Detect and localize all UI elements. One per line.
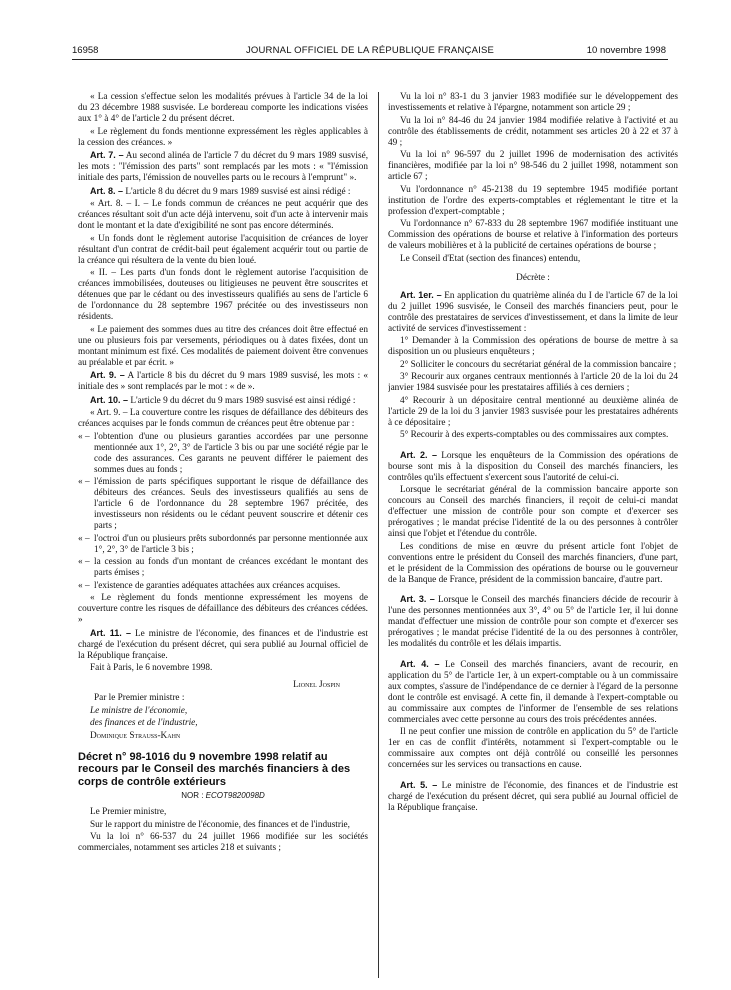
journal-title: JOURNAL OFFICIEL DE LA RÉPUBLIQUE FRANÇAISE	[245, 45, 495, 56]
issue-date: 10 novembre 1998	[586, 45, 666, 56]
article-2	[388, 450, 678, 484]
left-column	[78, 92, 368, 982]
article-label: Art. 9. –	[90, 370, 125, 380]
page-header	[72, 44, 668, 60]
paragraph: Sur le rapport du ministre de l'économie, des finances et de l'industrie,	[90, 819, 350, 830]
paragraph: « Un fonds dont le règlement autorise l'acquisition de créances de loyer résultant d'un contrat de crédit-bail peut également acquérir tout ou partie de la créance qui résultera de la vente du bien loué.	[78, 233, 368, 266]
paragraph: Vu la loi n° 84-46 du 24 janvier 1984 modifiée relative à l'activité et au contrôle des établissements de crédit, notamment ses articles 20 à 22 et 37 à 49 ;	[388, 115, 678, 148]
paragraph: « II. – Les parts d'un fonds dont le règlement autorise l'acquisition de créances immobilisées, douteuses ou litigieuses ne peuvent être souscrites et détenues que par le cédant ou des investisseurs qualifiés au sens de l'article 6 de l'ordonnance du 28 septembre 1967 précitée ou des investisseurs non résidents.	[78, 268, 368, 322]
article-3	[388, 594, 678, 650]
minister-name: Dominique Strauss-Kahn	[90, 730, 181, 741]
paragraph: Vu la loi n° 66-537 du 24 juillet 1966 modifiée sur les sociétés commerciales, notamment ses articles 218 et suivants ;	[78, 832, 368, 853]
article-7	[78, 150, 368, 184]
nor-reference	[78, 790, 368, 801]
signature-label: Par le Premier ministre :	[94, 693, 185, 703]
minister-title: Le ministre de l'économie,	[90, 705, 188, 716]
article-4	[388, 659, 678, 726]
paragraph: « Le règlement du fonds mentionne expressément les règles applicables à la cession des créances. »	[78, 126, 368, 148]
decree-title: Décret n° 98-1016 du 9 novembre 1998 relatif au recours par le Conseil des marchés financiers à des corps de contrôle extérieurs	[78, 750, 351, 788]
paragraph: « Art. 9. – La couverture contre les risques de défaillance des débiteurs des créances acquises par le fonds commun de créances peut être obtenue par :	[78, 408, 368, 429]
article-text: En application du quatrième alinéa du I de l'article 67 de la loi du 2 juillet 1996 susvisée, le Conseil des marchés financiers peut, pour le contrôle des prestataires de services d'investissement, et dans la limite de leur activité de services d'investissement :	[388, 290, 678, 334]
paragraph: Lorsque le secrétariat général de la commission bancaire apporte son concours au Conseil des marchés financiers, il reçoit de celui-ci mandat d'effectuer une mission de contrôle pour son compte et d'exercer ses prérogatives ; le mandat précise l'identité de la ou des personnes à contrôler ainsi que l'objet et l'étendue du contrôle.	[388, 485, 678, 539]
minister-title: des finances et de l'industrie,	[90, 718, 198, 728]
article-text: Lorsque le Conseil des marchés financiers décide de recourir à l'une des personnes mentionnées aux 3°, 4° ou 5° de l'article 1er, il lui donne mandat d'effectuer une mission de contrôle pour son compte et d'exercer ses prérogatives ; le mandat précise l'identité de la ou des personnes à contrôler, les modalités du contrôle et les délais impartis.	[388, 595, 678, 649]
article-label: Art. 2. –	[400, 449, 437, 460]
article-10	[78, 395, 368, 407]
article-label: Art. 8. –	[90, 185, 124, 196]
list-item: 1° Demander à la Commission des opérations de bourse de mettre à sa disposition un ou plusieurs enquêteurs ;	[388, 336, 678, 357]
paragraph: Vu l'ordonnance n° 67-833 du 28 septembre 1967 modifiée instituant une Commission des opérations de bourse et relative à l'information des porteurs de valeurs mobilières et à la publicité de certaines opérations de bourse ;	[388, 219, 678, 251]
article-label: Art. 10. –	[90, 394, 129, 405]
paragraph: Vu la loi n° 96-597 du 2 juillet 1996 de modernisation des activités financières, modifiée par la loi n° 98-546 du 2 juillet 1998, notamment son article 67 ;	[388, 150, 678, 182]
article-label: Art. 3. –	[400, 594, 435, 604]
nor-label: NOR :	[181, 791, 204, 800]
decrete-heading: Décrète :	[516, 272, 550, 283]
article-9	[78, 370, 368, 393]
right-column	[388, 92, 678, 982]
paragraph: « Art. 8. – I. – Le fonds commun de créances ne peut acquérir que des créances résultant soit d'un acte déjà intervenu, soit d'un acte à intervenir mais dont le montant et la date d'exigibilité ne sont pas encore déterminés.	[78, 199, 368, 231]
signatory: Lionel Jospin	[293, 680, 340, 690]
article-label: Art. 4. –	[400, 658, 440, 669]
paragraph: Vu l'ordonnance n° 45-2138 du 19 septembre 1945 modifiée portant institution de l'ordre des experts-comptables et réglementant le titre et la profession d'expert-comptable ;	[388, 184, 678, 217]
signature-date: Fait à Paris, le 6 novembre 1998.	[90, 663, 213, 673]
list-item: 3° Recourir aux organes centraux mentionnés à l'article 20 de la loi du 24 janvier 1984 susvisée pour les prestataires affiliés à ces derniers ;	[388, 372, 678, 393]
paragraph: Le Conseil d'Etat (section des finances) entendu,	[400, 253, 581, 264]
article-label: Art. 5. –	[400, 779, 438, 790]
paragraph: Il ne peut confier une mission de contrôle en application du 5° de l'article 1er en cas de conflit d'intérêts, notamment si l'expert-comptable ou le commissaire aux comptes ont déjà contrôlé ou conseillé les personnes concernées sur les services ou transactions en cause.	[388, 727, 678, 770]
article-text: L'article 9 du décret du 9 mars 1989 susvisé est ainsi rédigé :	[128, 395, 356, 406]
paragraph: Les conditions de mise en œuvre du présent article font l'objet de conventions entre le président du Conseil des marchés financiers, d'une part, et le président de la Commission des opérations de bourse ou le gouverneur de la Banque de France, président de la commission bancaire, d'autre part.	[388, 541, 678, 585]
paragraph: Vu la loi n° 83-1 du 3 janvier 1983 modifiée sur le développement des investissements et relative à l'épargne, notamment son article 29 ;	[388, 92, 678, 113]
article-label: Art. 11. –	[90, 627, 131, 638]
list-item: 2° Solliciter le concours du secrétariat général de la commission bancaire ;	[400, 359, 677, 370]
article-text: A l'article 8 bis du décret du 9 mars 1989 susvisé, les mots : « initiale des » sont remplacés par le mot : « de ».	[78, 371, 368, 392]
article-8	[78, 186, 368, 198]
article-text: Le ministre de l'économie, des finances et de l'industrie est chargé de l'exécution du présent décret, qui sera publié au Journal officiel de la République française.	[78, 628, 368, 661]
article-label: Art. 7. –	[90, 150, 124, 160]
list-item: « – l'existence de garanties adéquates attachées aux créances acquises.	[78, 581, 368, 592]
article-11	[78, 628, 368, 662]
list-item: « – l'octroi d'un ou plusieurs prêts subordonnés par personne mentionnée aux 1°, 2°, 3° de l'article 3 bis ;	[78, 534, 368, 556]
list-item: « – la cession au fonds d'un montant de créances excédant le montant des parts émises ;	[78, 557, 368, 579]
list-item: « – l'émission de parts spécifiques supportant le risque de défaillance des débiteurs des créances. Seuls des investisseurs qualifiés au sens de l'article 6 de l'ordonnance du 28 septembre 1967 précitée, des investisseurs non résidents ou le cédant peuvent souscrire et détenir ces parts ;	[78, 477, 368, 532]
paragraph: « Le règlement du fonds mentionne expressément les moyens de couverture contre les risques de défaillance des débiteurs des créances cédées. »	[78, 593, 368, 625]
article-text: Le ministre de l'économie, des finances et de l'industrie est chargé de l'exécution du présent décret, qui sera publié au Journal officiel de la République française.	[388, 780, 678, 813]
article-1	[388, 290, 678, 335]
article-label: Art. 1er. –	[400, 289, 442, 300]
paragraph: Le Premier ministre,	[90, 807, 167, 817]
column-divider	[378, 92, 379, 978]
article-text: Le Conseil des marchés financiers, avant de recourir, en application du 5° de l'article 1er, à un expert-comptable ou à un commissaire aux comptes, s'assure de l'indépendance de ce dernier à l'égard de la personne dont le contrôle est envisagé. A cette fin, il demande à l'expert-comptable ou au commissaire aux comptes de l'informer de l'ensemble de ses relations commerciales avec cette personne au cours des trois précédentes années.	[388, 659, 678, 725]
article-5	[388, 780, 678, 814]
article-text: Lorsque les enquêteurs de la Commission des opérations de bourse sont mis à la disposition du Conseil des marchés financiers, les contrôles qu'ils effectuent s'exercent sous l'autorité de celui-ci.	[388, 450, 678, 483]
article-text: L'article 8 du décret du 9 mars 1989 susvisé est ainsi rédigé :	[123, 186, 351, 197]
nor-code: ECOT9820098D	[205, 791, 265, 800]
page-number: 16958	[72, 45, 99, 56]
paragraph: « Le paiement des sommes dues au titre des créances doit être effectué en une ou plusieurs fois par versements, périodiques ou à dates fixées, dont un montant minimum est fixé. Ces modalités de paiement doivent être convenues au préalable et par écrit. »	[78, 324, 368, 368]
list-item: 4° Recourir à un dépositaire central mentionné au deuxième alinéa de l'article 29 de la loi du 3 janvier 1983 susvisée pour les prestataires adhérents à ce dépositaire ;	[388, 395, 678, 428]
article-text: Au second alinéa de l'article 7 du décret du 9 mars 1989 susvisé, les mots : "l'émission des parts" sont remplacés par les mots : « "l'émission initiale des parts, l'émission de nouvelles parts ou le recours à l'emprunt" ».	[78, 151, 368, 183]
list-item: 5° Recourir à des experts-comptables ou des commissaires aux comptes.	[400, 430, 669, 440]
list-item: « – l'obtention d'une ou plusieurs garanties accordées par une personne mentionnée aux 1°, 2°, 3° de l'article 3 bis ou par une société régie par le code des assurances. Ces garants ne peuvent différer le paiement des sommes dues au fonds ;	[78, 432, 368, 476]
paragraph: « La cession s'effectue selon les modalités prévues à l'article 34 de la loi du 23 décembre 1988 susvisée. Le bordereau comporte les indications visées aux 1° à 4° de l'article 2 du présent décret.	[78, 92, 368, 124]
